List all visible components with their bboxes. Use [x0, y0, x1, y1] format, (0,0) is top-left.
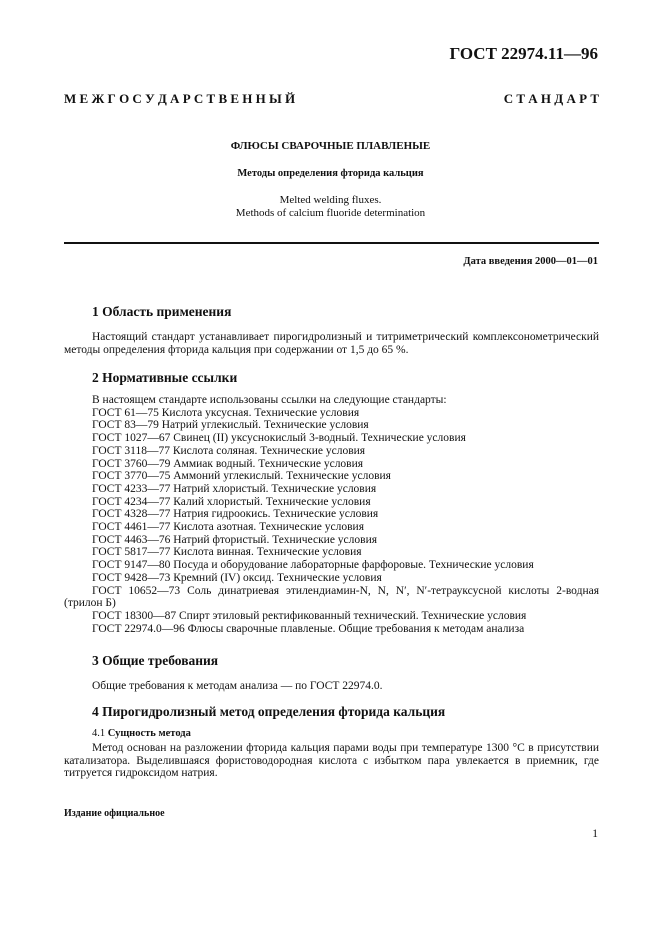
- reference-item: ГОСТ 4461—77 Кислота азотная. Технические условия: [92, 521, 364, 534]
- subsection-4-1-heading: [92, 728, 191, 739]
- english-title-line2: Methods of calcium fluoride determination: [235, 207, 426, 219]
- official-edition-note: Издание официальное: [64, 808, 165, 819]
- reference-item: ГОСТ 18300—87 Спирт этиловый ректификованный технический. Технические условия: [92, 609, 527, 622]
- page-number: 1: [592, 828, 598, 840]
- section-2-heading: 2 Нормативные ссылки: [92, 370, 238, 385]
- reference-item: ГОСТ 4233—77 Натрий хлористый. Технические условия: [92, 482, 377, 495]
- reference-item: ГОСТ 83—79 Натрий углекислый. Технические условия: [92, 419, 369, 432]
- reference-item: ГОСТ 10652—73 Соль динатриевая этилендиамин-N, N, N′, N′-тетрауксусной кислоты 2-водная (трилон Б): [64, 584, 599, 610]
- reference-item: ГОСТ 4234—77 Калий хлористый. Технические условия: [92, 495, 371, 508]
- section-1-text: Настоящий стандарт устанавливает пирогидролизный и титриметрический комплексонометрический методы определения фторида кальция при содержании от 1,5 до 65 %.: [64, 331, 599, 356]
- reference-item: ГОСТ 1027—67 Свинец (II) уксуснокислый 3-водный. Технические условия: [92, 432, 466, 445]
- english-title-line1: Melted welding fluxes.: [279, 194, 382, 206]
- standard-word: С Т А Н Д А Р Т: [503, 91, 599, 106]
- section-4-heading: 4 Пирогидролизный метод определения фторида кальция: [92, 704, 446, 719]
- reference-item: ГОСТ 61—75 Кислота уксусная. Технические условия: [92, 406, 360, 419]
- references-intro: В настоящем стандарте использованы ссылки на следующие стандарты:: [92, 394, 447, 406]
- reference-item: ГОСТ 3770—75 Аммоний углекислый. Технические условия: [92, 470, 391, 483]
- reference-item: ГОСТ 4328—77 Натрия гидроокись. Технические условия: [92, 508, 379, 521]
- document-title: ФЛЮСЫ СВАРОЧНЫЕ ПЛАВЛЕНЫЕ: [230, 140, 431, 152]
- section-3-text: Общие требования к методам анализа — по ГОСТ 22974.0.: [92, 680, 383, 692]
- reference-item: ГОСТ 3118—77 Кислота соляная. Технические условия: [92, 444, 366, 457]
- reference-item: ГОСТ 4463—76 Натрий фтористый. Технические условия: [92, 533, 378, 546]
- subsection-title: Сущность метода: [107, 728, 191, 739]
- interstate-standard-banner: [64, 91, 599, 107]
- english-title: [0, 194, 661, 220]
- reference-item: ГОСТ 9147—80 Посуда и оборудование лабораторные фарфоровые. Технические условия: [92, 559, 534, 572]
- title-divider: [64, 242, 599, 244]
- reference-item: ГОСТ 3760—79 Аммиак водный. Технические условия: [92, 457, 364, 470]
- reference-item: ГОСТ 22974.0—96 Флюсы сварочные плавленые. Общие требования к методам анализа: [92, 622, 525, 635]
- reference-item: ГОСТ 9428—73 Кремний (IV) оксид. Технические условия: [92, 571, 382, 584]
- subsection-number: 4.1: [92, 728, 106, 739]
- section-1-heading: 1 Область применения: [92, 304, 232, 319]
- section-4-text: Метод основан на разложении фторида кальция парами воды при температуре 1300 °С в присутствии катализатора. Выделившаяся фористоводородная кислота с избытком пара увлекается в приемник, где титруется гидроксидом натрия.: [64, 742, 599, 780]
- section-3-heading: 3 Общие требования: [92, 653, 219, 668]
- reference-item: ГОСТ 5817—77 Кислота винная. Технические условия: [92, 546, 362, 559]
- document-subtitle: Методы определения фторида кальция: [237, 168, 424, 179]
- introduction-date: Дата введения 2000—01—01: [463, 256, 598, 267]
- gost-number: ГОСТ 22974.11—96: [449, 44, 598, 63]
- interstate-word: М Е Ж Г О С У Д А Р С Т В Е Н Н Ы Й: [64, 91, 296, 106]
- references-list: [64, 394, 599, 635]
